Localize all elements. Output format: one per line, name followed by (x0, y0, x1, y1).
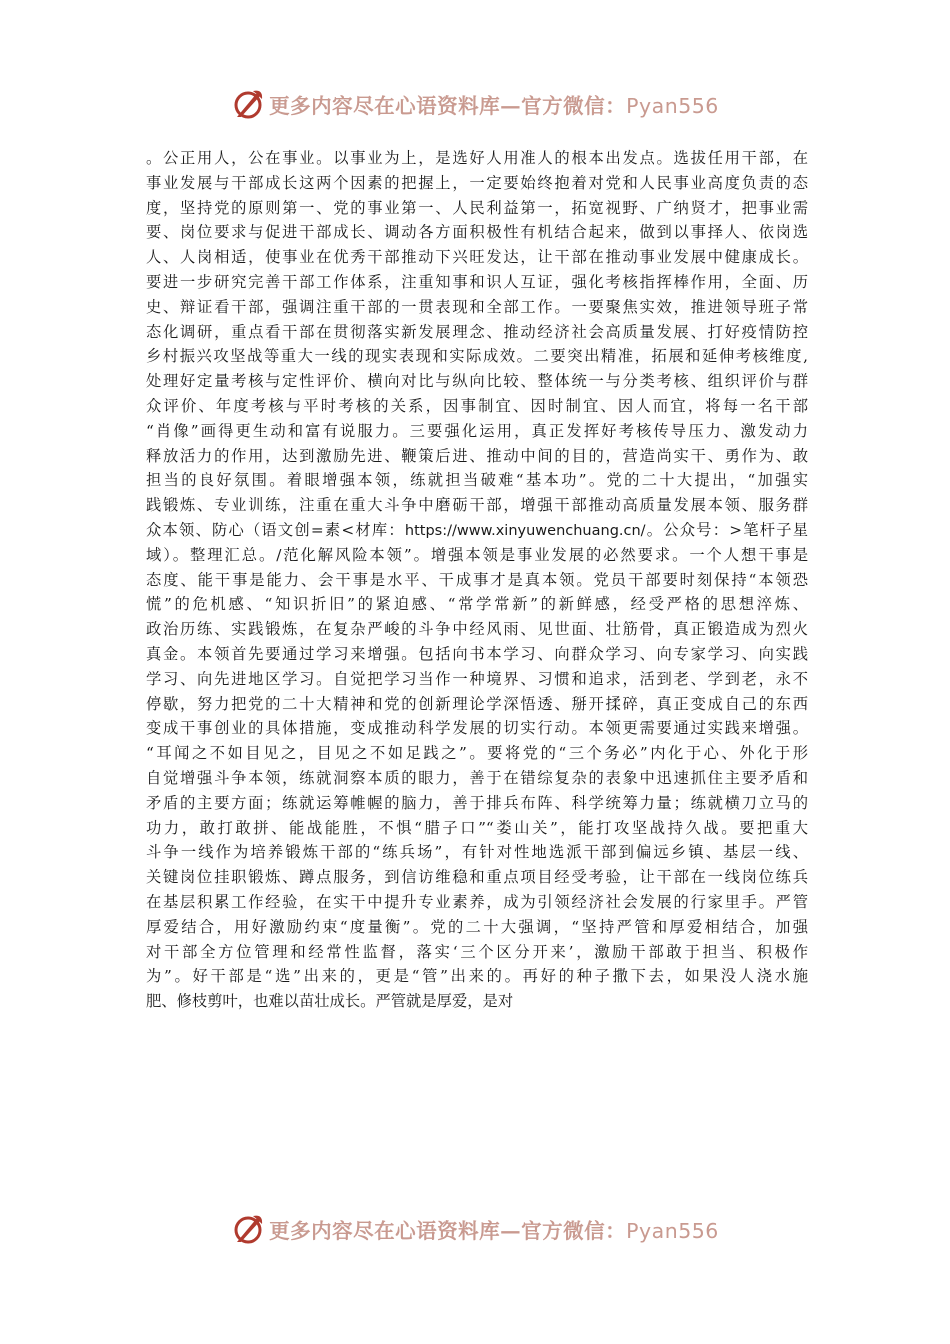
text-line: 对干部全方位管理和经常性监督，落实‘三个区分开来’，激励干部敢于担当、积极作 (146, 942, 808, 961)
quill-pen-logo-icon (231, 87, 265, 121)
text-line: 要、岗位要求与促进干部成长、调动各方面积极性有机结合起来，做到以事择人、依岗选 (146, 223, 808, 242)
footer-banner-text (269, 1214, 719, 1244)
text-line: 慌”的危机感、“知识折旧”的紧迫感、“常学常新”的新鲜感，经受严格的思想淬炼、 (146, 595, 808, 614)
text-line: 变成干事创业的具体措施，变成推动科学发展的切实行动。本领更需要通过实践来增强。 (146, 719, 808, 738)
text-line: 史、辩证看干部，强调注重干部的一贯表现和全部工作。一要聚焦实效，推进领导班子常 (146, 297, 808, 316)
text-line: 事业发展与干部成长这两个因素的把握上，一定要始终抱着对党和人民事业高度负责的态 (146, 173, 808, 192)
header-banner-text (269, 89, 719, 119)
text-line: 自觉增强斗争本领，练就洞察本质的眼力，善于在错综复杂的表象中迅速抓住主要矛盾和 (146, 768, 808, 787)
text-line: 乡村振兴攻坚战等重大一线的现实表现和实际成效。二要突出精准，拓展和延伸考核维度, (146, 347, 808, 366)
text-line: 态化调研，重点看干部在贯彻落实新发展理念、推动经济社会高质量发展、打好疫情防控 (146, 322, 808, 341)
text-line: 斗争一线作为培养锻炼干部的“练兵场”，有针对性地选派干部到偏远乡镇、基层一线、 (146, 843, 808, 862)
text-line: 处理好定量考核与定性评价、横向对比与纵向比较、整体统一与分类考核、组织评价与群 (146, 372, 808, 391)
footer-banner-label: 更多内容尽在心语资料库—官方微信： (269, 1219, 627, 1243)
text-line: 功力，敢打敢拼、能战能胜，不惧“腊子口”“娄山关”，能打攻坚战持久战。要把重大 (146, 818, 808, 837)
text-line: 态度、能干事是能力、会干事是水平、干成事才是真本领。党员干部要时刻保持“本领恐 (146, 570, 808, 589)
text-line: “耳闻之不如目见之，目见之不如足践之”。要将党的“三个务必”内化于心、外化于形 (146, 744, 808, 763)
text-line: 要进一步研究完善干部工作体系，注重知事和识人互证，强化考核指挥棒作用，全面、历 (146, 272, 808, 291)
text-line: 停歇，努力把党的二十大精神和党的创新理论学深悟透、掰开揉碎，真正变成自己的东西 (146, 694, 808, 713)
body-text (146, 146, 808, 1014)
text-line: 为”。好干部是“选”出来的，更是“管”出来的。再好的种子撒下去，如果没人浇水施 (146, 967, 808, 986)
text-line: 释放活力的作用，达到激励先进、鞭策后进、推动中间的目的，营造尚实干、勇作为、敢 (146, 446, 808, 465)
text-line: 担当的良好氛围。着眼增强本领，练就担当破难“基本功”。党的二十大提出，“加强实 (146, 471, 808, 490)
text-line: 厚爱结合，用好激励约束“度量衡”。党的二十大强调，“坚持严管和厚爱相结合，加强 (146, 917, 808, 936)
footer-wechat-id: Pyan556 (626, 1219, 719, 1243)
text-line: 众评价、年度考核与平时考核的关系，因事制宜、因时制宜、因人而宜，将每一名干部 (146, 396, 808, 415)
header-banner (0, 82, 950, 126)
text-line: 人、人岗相适，使事业在优秀干部推动下兴旺发达，让干部在推动事业发展中健康成长。 (146, 248, 808, 267)
text-line: 学习、向先进地区学习。自觉把学习当作一种境界、习惯和追求，活到老、学到老，永不 (146, 669, 808, 688)
text-line: 域）。整理汇总。/范化解风险本领”。增强本领是事业发展的必然要求。一个人想干事是 (146, 545, 808, 564)
header-banner-label: 更多内容尽在心语资料库—官方微信： (269, 94, 627, 118)
text-line: 度，坚持党的原则第一、党的事业第一、人民利益第一，拓宽视野、广纳贤才，把事业需 (146, 198, 808, 217)
text-line: 政治历练、实践锻炼，在复杂严峻的斗争中经风雨、见世面、壮筋骨，真正锻造成为烈火 (146, 620, 808, 639)
text-line: 践锻炼、专业训练，注重在重大斗争中磨砺干部，增强干部推动高质量发展本领、服务群 (146, 496, 808, 515)
text-line: 肥、修枝剪叶，也难以苗壮成长。严管就是厚爱，是对 (146, 992, 514, 1011)
header-wechat-id: Pyan556 (626, 94, 719, 118)
text-line: 关键岗位挂职锻炼、蹲点服务，到信访维稳和重点项目经受考验，让干部在一线岗位练兵 (146, 868, 808, 887)
text-line: 在基层积累工作经验，在实干中提升专业素养，成为引领经济社会发展的行家里手。严管 (146, 892, 808, 911)
text-line-with-url (146, 518, 808, 543)
text-line: “肖像”画得更生动和富有说服力。三要强化运用，真正发挥好考核传导压力、激发动力 (146, 421, 808, 440)
url-line-suffix: 。公众号：>笔杆子星 (645, 520, 808, 539)
quill-pen-logo-icon (231, 1212, 265, 1246)
text-line: 真金。本领首先要通过学习来增强。包括向书本学习、向群众学习、向专家学习、向实践 (146, 644, 808, 663)
footer-banner (0, 1207, 950, 1251)
text-line: 。公正用人，公在事业。以事业为上，是选好人用准人的根本出发点。选拔任用干部，在 (146, 149, 808, 167)
url-line-prefix: 众本领、防心（语文创=素<材库： (146, 520, 405, 539)
source-url-link[interactable]: https://www.xinyuwenchuang.cn/ (404, 522, 646, 539)
text-line: 矛盾的主要方面；练就运筹帷幄的脑力，善于排兵布阵、科学统筹力量；练就横刀立马的 (146, 793, 808, 812)
